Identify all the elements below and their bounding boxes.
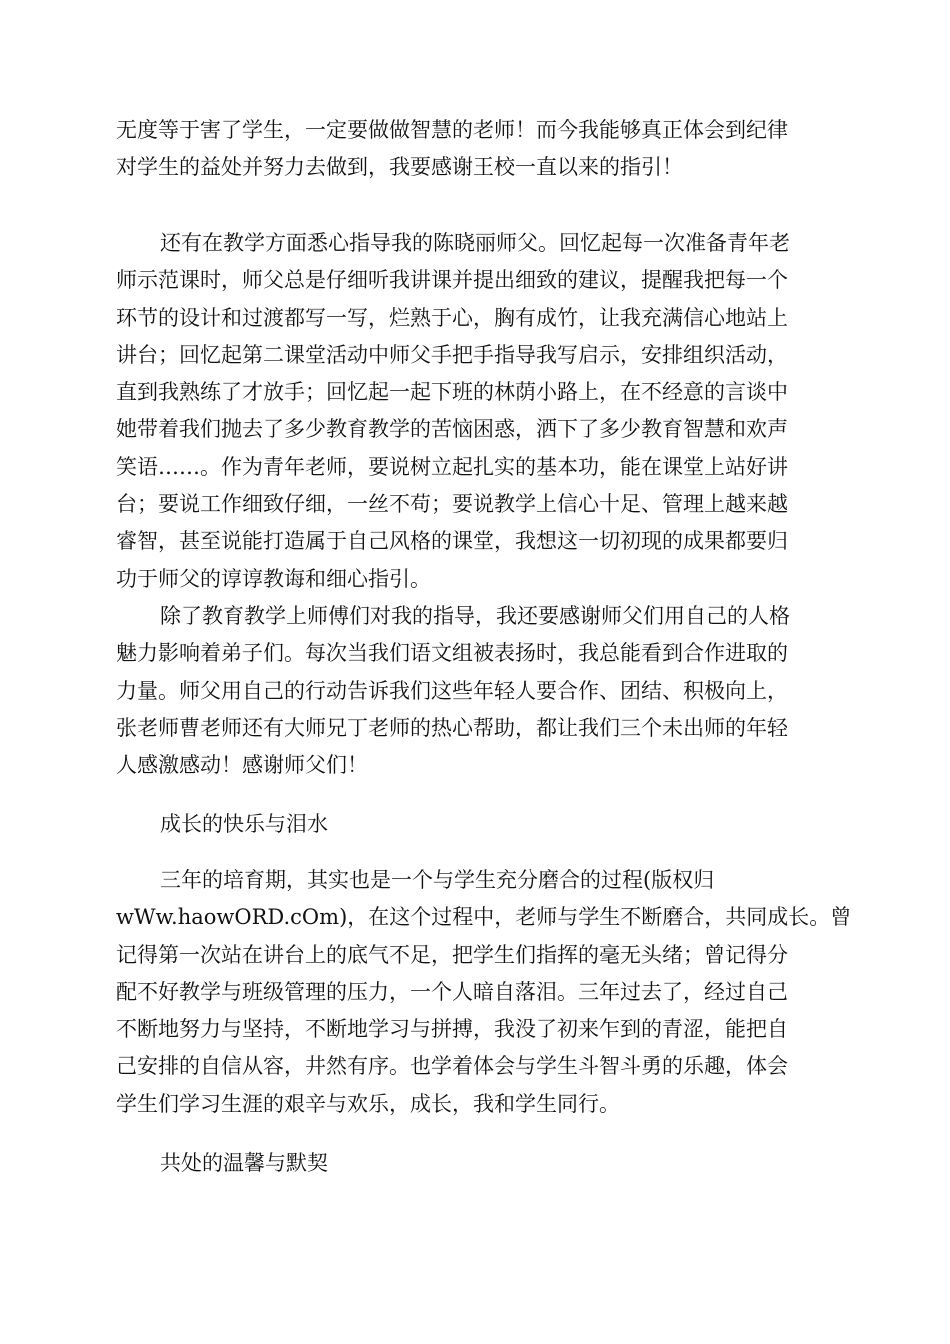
text-line: 台；要说工作细致仔细，一丝不苟；要说教学上信心十足、管理上越来越 — [116, 492, 788, 517]
text-line: 还有在教学方面悉心指导我的陈晓丽师父。回忆起每一次准备青年老 — [160, 231, 790, 255]
heading-text: 共处的温馨与默契 — [160, 1151, 328, 1175]
text-line: 三年的培育期，其实也是一个与学生充分磨合的过程(版权归 — [160, 868, 715, 892]
paragraph-mentors-personality — [116, 598, 836, 784]
text-line: 己安排的自信从容，井然有序。也学着体会与学生斗智斗勇的乐趣，体会 — [116, 1054, 788, 1079]
text-line: 她带着我们抛去了多少教育教学的苦恼困惑，洒下了多少教育智慧和欢声 — [116, 417, 788, 442]
text-line: 学生们学习生涯的艰辛与欢乐，成长，我和学生同行。 — [116, 1091, 620, 1116]
paragraph-growth — [116, 862, 852, 1123]
text-line: 环节的设计和过渡都写一写，烂熟于心，胸有成竹，让我充满信心地站上 — [116, 305, 788, 330]
text-line: 配不好教学与班级管理的压力，一个人暗自落泪。三年过去了，经过自己 — [116, 979, 788, 1004]
text-line: 张老师曹老师还有大师兄丁老师的热心帮助，都让我们三个未出师的年轻 — [116, 715, 788, 740]
text-line: 功于师父的谆谆教诲和细心指引。 — [116, 566, 431, 591]
section-heading-growth — [116, 806, 836, 843]
text-line: 力量。师父用自己的行动告诉我们这些年轻人要合作、团结、积极向上， — [116, 678, 788, 703]
text-line: 睿智，甚至说能打造属于自己风格的课堂，我想这一切初现的成果都要归 — [116, 529, 788, 554]
text-line: wWw.haowORD.cOm)，在这个过程中，老师与学生不断磨合，共同成长。曾 — [116, 905, 852, 930]
text-line: 笑语……。作为青年老师，要说树立起扎实的基本功，能在课堂上站好讲 — [116, 454, 788, 479]
text-line: 不断地努力与坚持，不断地学习与拼搏，我没了初来乍到的青涩，能把自 — [116, 1017, 788, 1042]
text-line: 魅力影响着弟子们。每次当我们语文组被表扬时，我总能看到合作进取的 — [116, 641, 788, 666]
text-line: 对学生的益处并努力去做到，我要感谢王校一直以来的指引！ — [116, 155, 683, 180]
heading-text: 成长的快乐与泪水 — [160, 812, 328, 836]
text-line: 除了教育教学上师傅们对我的指导，我还要感谢师父们用自己的人格 — [160, 604, 790, 628]
text-line: 无度等于害了学生，一定要做做智慧的老师！而今我能够真正体会到纪律 — [116, 118, 788, 142]
text-line: 师示范课时，师父总是仔细听我讲课并提出细致的建议，提醒我把每一个 — [116, 268, 788, 293]
paragraph-continuation — [116, 112, 836, 187]
text-line: 人感激感动！感谢师父们！ — [116, 753, 368, 778]
text-line: 讲台；回忆起第二课堂活动中师父手把手指导我写启示，安排组织活动， — [116, 342, 788, 367]
section-heading-warmth — [116, 1145, 836, 1182]
text-line: 直到我熟练了才放手；回忆起一起下班的林荫小路上，在不经意的言谈中 — [116, 380, 788, 405]
text-line: 记得第一次站在讲台上的底气不足，把学生们指挥的毫无头绪；曾记得分 — [116, 942, 788, 967]
paragraph-mentor-chen — [116, 225, 836, 598]
